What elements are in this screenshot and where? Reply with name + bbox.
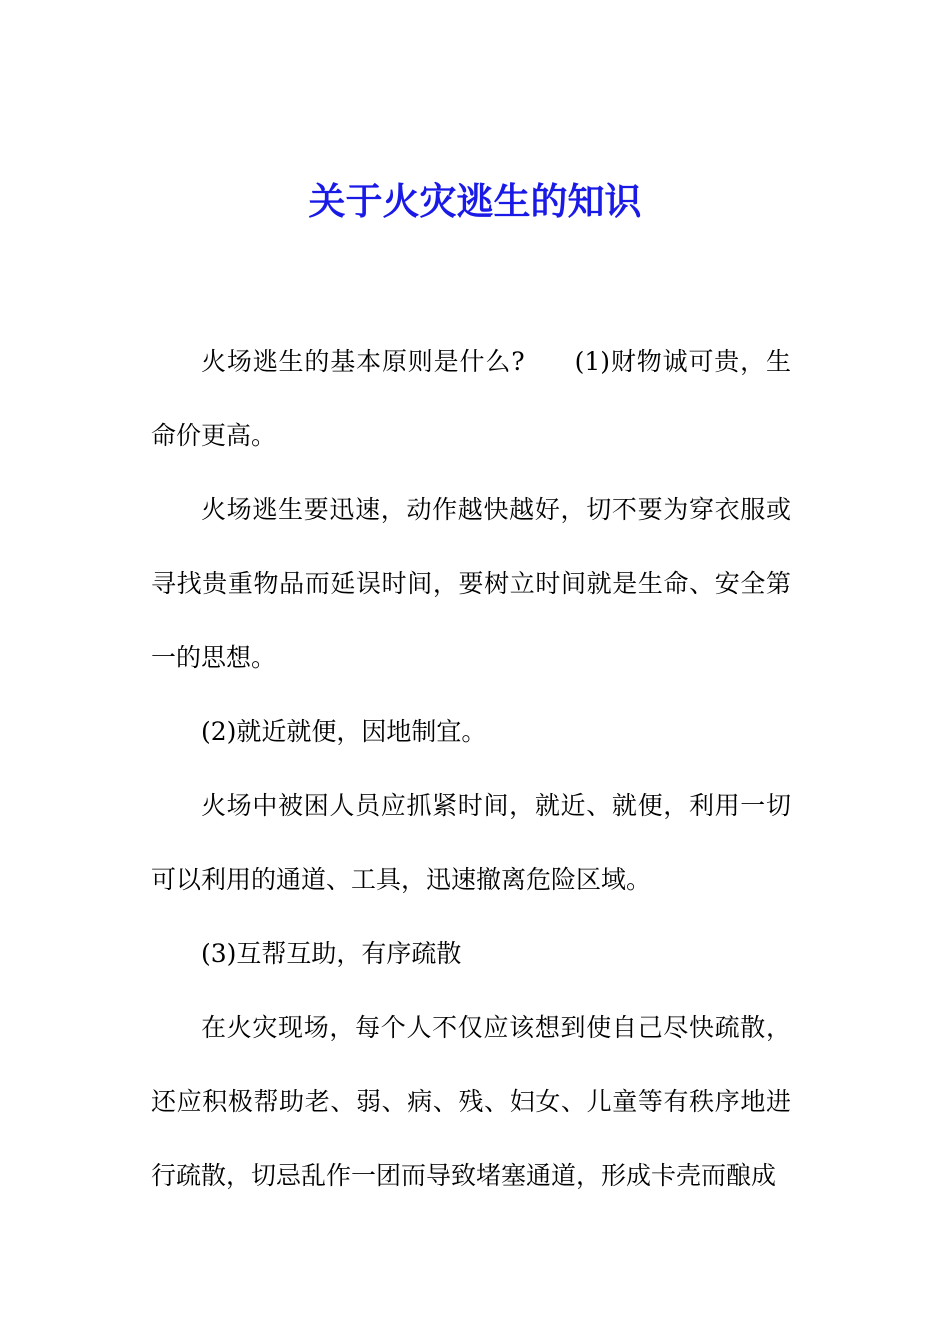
paragraph: 火场中被困人员应抓紧时间，就近、就便，利用一切可以利用的通道、工具，迅速撤离危险区域。 bbox=[151, 791, 791, 894]
paragraph: 在火灾现场，每个人不仅应该想到使自己尽快疏散，还应积极帮助老、弱、病、残、妇女、儿童等有秩序地进行疏散，切忌乱作一团而导致堵塞通道，形成卡壳而酿成 bbox=[151, 1013, 791, 1190]
document-title: 关于火灾逃生的知识 bbox=[308, 180, 642, 223]
paragraph: (2)就近就便，因地制宜。 bbox=[201, 717, 487, 746]
intro-question: 火场逃生的基本原则是什么? bbox=[201, 347, 525, 376]
document-body bbox=[151, 325, 791, 1213]
paragraph-intro bbox=[151, 325, 791, 473]
paragraph: (3)互帮互助，有序疏散 bbox=[201, 939, 462, 968]
paragraph: 火场逃生要迅速，动作越快越好，切不要为穿衣服或寻找贵重物品而延误时间，要树立时间就是生命、安全第一的思想。 bbox=[151, 495, 791, 672]
intro-point: (1)财物诚可贵，生命价更高。 bbox=[151, 347, 791, 450]
